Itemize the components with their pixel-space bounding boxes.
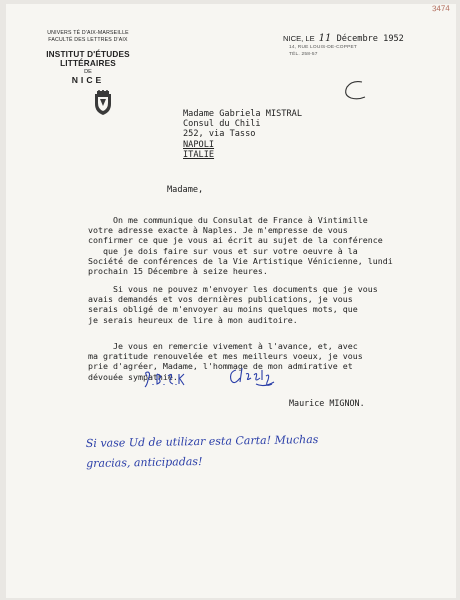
recipient-street: 252, via Tasso [183, 129, 256, 140]
date-prefix: NICE, LE [283, 34, 315, 43]
faculty-name: FACULTÉ DES LETTRES D'AIX [48, 37, 128, 43]
university-name: UNIVERS TÉ D'AIX-MARSEILLE [47, 30, 129, 36]
handwritten-note-line2: gracias, anticipadas! [86, 454, 203, 471]
sender-address-line2: TÉL. 258-57 [289, 52, 318, 57]
sender-address [289, 44, 357, 58]
signer-name: Maurice MIGNON. [289, 398, 365, 408]
recipient-address [183, 109, 302, 160]
date-line [283, 33, 404, 44]
institute-city: NICE [71, 75, 105, 85]
archive-number: 3474 [431, 3, 450, 14]
recipient-name: Madame Gabriela MISTRAL [183, 109, 302, 119]
letterhead [28, 30, 148, 85]
salutation: Madame, [167, 185, 204, 195]
date-month-year: Décembre 1952 [336, 34, 404, 44]
handwritten-initials [143, 370, 187, 390]
sender-address-line1: 14, RUE LOUIS-DE-COPPET [289, 45, 358, 50]
paragraph-2: Si vous ne pouvez m'envoyer les documents que je vous avais demandés et vos dernières publications, je vous serais obligé de m'envoyer au moins quelques mots, que je serais heureux de lire à mon auditoire. [88, 284, 378, 325]
recipient-city: NAPOLI [183, 139, 215, 150]
crest-icon [92, 90, 114, 116]
pencil-mark [338, 77, 368, 103]
paragraph-3: Je vous en remercie vivement à l'avance, et, avec ma gratitude renouvelée et mes meilleurs voeux, je vous prie d'agréer, Madame, l'hommage de mon admirative et dévouée sympathie. [88, 341, 363, 382]
institute-de: DE [84, 69, 92, 75]
handwritten-note [86, 430, 319, 474]
handwritten-signature [226, 364, 278, 390]
date-day-handwritten: 11 [318, 33, 332, 44]
recipient-country: ITALIE [183, 149, 215, 160]
paragraph-1: On me communique du Consulat de France à Vintimille votre adresse exacte à Naples. Je m'empresse de vous confirmer ce que je vous ai écrit au sujet de la conférence que je dois faire sur vous et sur votre oeuvre à la Société de conférences de la Vie Artistique Vénicienne, lundi prochain 15 Décembre à seize heures. [88, 215, 393, 277]
handwritten-note-line1: Si vase Ud de utilizar esta Carta! Muchas [85, 432, 319, 451]
recipient-title: Consul du Chili [183, 119, 261, 130]
institute-name: INSTITUT D'ÉTUDES LITTÉRAIRES [46, 50, 130, 68]
